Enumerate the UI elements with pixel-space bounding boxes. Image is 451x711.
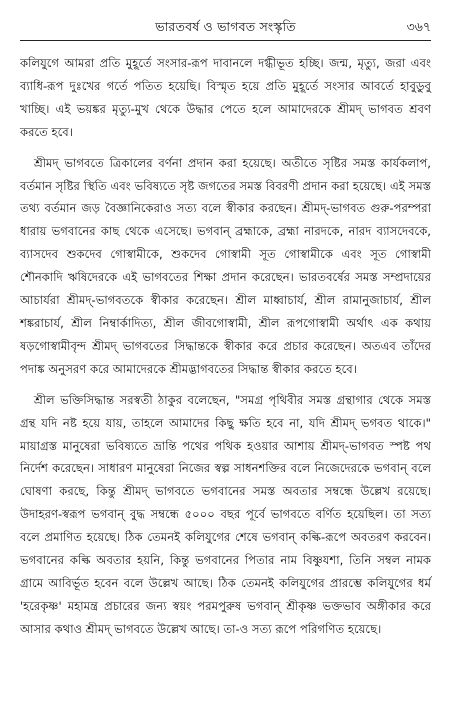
paragraph-3: শ্রীল ভক্তিসিদ্ধান্ত সরস্বতী ঠাকুর বলেছেন, "সমগ্র পৃথিবীর সমস্ত গ্রন্থাগার থেকে সমস্ত গ্রন্থ যদি নষ্ট হয়ে যায়, তাহলে আমাদের কিছু ক্ষতি হবে না, যদি শ্রীমদ্ ভগবত থাকে।" মায়াগ্রস্ত মানুষেরা ভবিষ্যতে ভ্রান্তি পথের পথিক হওয়ার আশায় শ্রীমদ্-ভাগবত স্পষ্ট পথ নির্দেশ করেছেন। সাধারণ মানুষেরা নিজের স্বল্প সাধনশক্তির বলে নিজেদেরকে ভগবান্ বলে ঘোষণা করছে, কিন্তু শ্রীমদ্ ভাগবতে ভগবানের সমস্ত অবতার সম্বন্ধে উল্লেখ রয়েছে। উদাহরণ-স্বরূপ ভগবান্ বুদ্ধ সম্বন্ধে ৫০০০ বছর পূর্বে ভাগবতে বর্ণিত হয়েছিল। তা সত্য বলে প্রমাণিত হয়েছে। ঠিক তেমনই কলিযুগের শেষে ভগবান্ কল্কি-রূপে অবতরণ করবেন। ভগবানের কল্কি অবতার হয়নি, কিন্তু ভগবানের পিতার নাম বিষ্ণুযশা, তিনি সম্বল নামক গ্রামে আবির্ভূত হবেন বলে উল্লেখ আছে। ঠিক তেমনই কলিযুগের প্রারম্ভে কলিযুগের ধর্ম 'হরেকৃষ্ণ' মহামন্ত্র প্রচারের জন্য স্বয়ং পরমপুরুষ ভগবান্ শ্রীকৃষ্ণ ভক্তভাব অঙ্গীকার করে আসার কথাও শ্রীমদ্ ভাগবতে উল্লেখ আছে। তা-ও সত্য রূপে পরিগণিত হয়েছে। — [20, 392, 431, 636]
page-number: ৩৬৭ — [406, 19, 431, 34]
paragraph-2: শ্রীমদ্ ভাগবতে ত্রিকালের বর্ণনা প্রদান করা হয়েছে। অতীতে সৃষ্টির সমস্ত কার্যকলাপ, বর্তমান সৃষ্টির স্থিতি এবং ভবিষ্যতে সৃষ্ট জগতের সমস্ত বিবরণী প্রদান করা হয়েছে। এই সমস্ত তথ্য বর্তমান জড় বৈজ্ঞানিকেরাও সত্য বলে স্বীকার করছেন। শ্রীমদ্-ভাগবত গুরু-পরম্পরা ধারায় ভগবানের কাছ থেকে এসেছে। ভগবান্ ব্রহ্মাকে, ব্রহ্মা নারদকে, নারদ ব্যাসদেবকে, ব্যাসদেব শুকদেব গোস্বামীকে, শুকদেব গোস্বামী সূত গোস্বামীকে এবং সূত গোস্বামী শৌনকাদি ঋষিদেরকে এই ভাগবতের শিক্ষা প্রদান করেছেন। ভারতবর্ষের সমস্ত সম্প্রদায়ের আচার্যরা শ্রীমদ্-ভাগবতকে স্বীকার করেছেন। শ্রীল মাধ্বাচার্য, শ্রীল রামানুজাচার্য, শ্রীল শঙ্করাচার্য, শ্রীল নিম্বার্কাদিত্য, শ্রীল জীবগোস্বামী, শ্রীল রূপগোস্বামী অর্থাৎ এক কথায় ষড়গোস্বামীবৃন্দ শ্রীমদ্ ভাগবতের সিদ্ধান্তকে স্বীকার করে প্রচার করেছেন। অতএব তাঁদের পদাঙ্ক অনুসরণ করে আমাদেরকে শ্রীমদ্ভাগবতের সিদ্ধান্ত স্বীকার করতে হবে। — [20, 155, 431, 376]
page-body — [20, 52, 431, 641]
page-header — [20, 18, 431, 41]
running-title: ভারতবর্ষ ও ভাগবত সংস্কৃতি — [155, 19, 296, 34]
paragraph-1: কলিযুগে আমরা প্রতি মুহূর্তে সংসার-রূপ দাবানলে দগ্ধীভূত হচ্ছি। জন্ম, মৃত্যু, জরা এবং ব্যাধি-রূপ দুঃখের গর্তে পতিত হয়েছি। বিস্মৃত হয়ে প্রতি মুহূর্তে সংসার আবর্তে হাবুডুবু খাচ্ছি। এই ভয়ঙ্কর মৃত্যু-মুখ থেকে উদ্ধার পেতে হলে আমাদেরকে শ্রীমদ্ ভাগবত শ্রবণ করতে হবে। — [20, 56, 431, 139]
